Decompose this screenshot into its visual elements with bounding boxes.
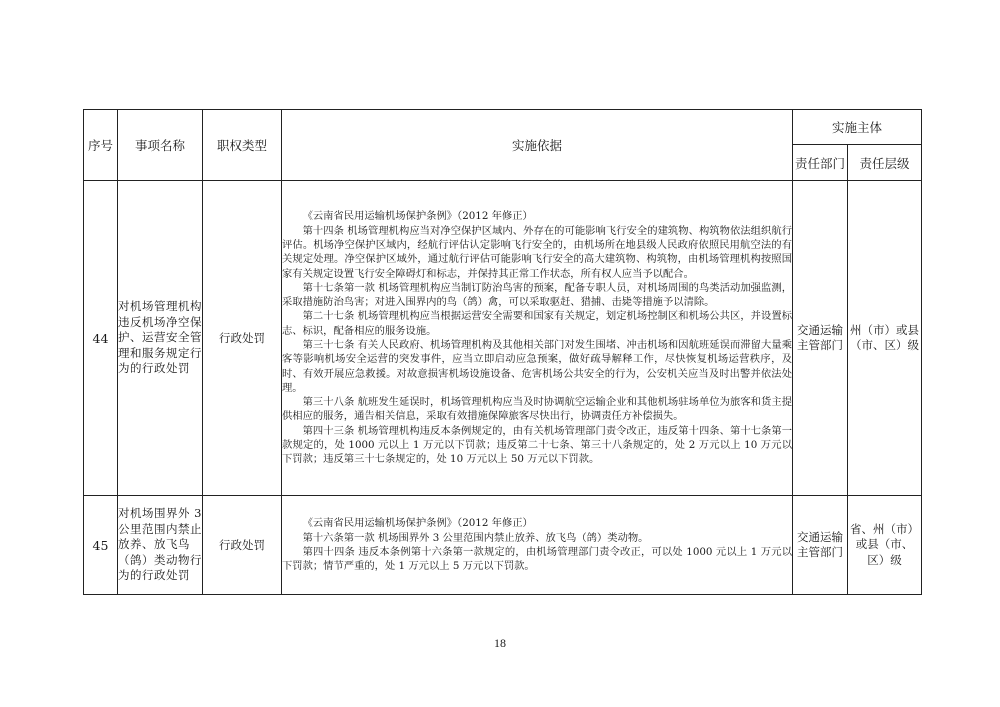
basis-paragraph: 《云南省民用运输机场保护条例》（2012 年修正） <box>302 517 533 530</box>
header-dept: 责任部门 <box>793 145 848 181</box>
basis-paragraph: 《云南省民用运输机场保护条例》（2012 年修正） <box>302 210 533 223</box>
row-seq: 44 <box>84 181 118 496</box>
basis-paragraph: 第二十七条 机场管理机构应当根据运营安全需要和国家有关规定，划定机场控制区和机场公共区，并设置标志、标识，配备相应的服务设施。 <box>282 310 792 337</box>
basis-paragraph: 第四十四条 违反本条例第十六条第一款规定的，由机场管理部门责令改正，可以处 1000 元以上 1 万元以下罚款；情节严重的，处 1 万元以上 5 万元以下罚款。 <box>282 546 792 573</box>
basis-paragraph: 第三十七条 有关人民政府、机场管理机构及其他相关部门对发生围堵、冲击机场和因航班延误而滞留大量乘客等影响机场安全运营的突发事件，应当立即启动应急预案，做好疏导解释工作，尽快恢复机场运营秩序，及时、有效开展应急救援。对故意损害机场设施设备、危害机场公共安全的行为，公安机关应当及时出警并依法处理。 <box>282 339 792 394</box>
row-level: 州（市）或县（市、区）级 <box>848 181 922 496</box>
header-item-name: 事项名称 <box>118 110 203 181</box>
basis-paragraph: 第四十三条 机场管理机构违反本条例规定的，由有关机场管理部门责令改正，违反第十四条、第十七条第一款规定的，处 1000 元以上 1 万元以下罚款；违反第二十七条、第三十八条规定的，处 2 万元以上 10 万元以下罚款；违反第三十七条规定的，处 10 万元以上 50 万元以下罚款。 <box>282 424 792 466</box>
row-seq: 45 <box>84 496 118 595</box>
row-dept: 交通运输主管部门 <box>793 496 848 595</box>
basis-paragraph: 第三十八条 航班发生延误时，机场管理机构应当及时协调航空运输企业和其他机场驻场单位为旅客和货主提供相应的服务，通告相关信息，采取有效措施保障旅客尽快出行，协调责任方补偿损失。 <box>282 396 792 423</box>
basis-paragraph: 第十六条第一款 机场围界外 3 公里范围内禁止放养、放飞鸟（鸽）类动物。 <box>302 531 649 544</box>
header-level: 责任层级 <box>848 145 922 181</box>
page-number: 18 <box>494 636 506 650</box>
row-power-type: 行政处罚 <box>203 181 282 496</box>
table-row <box>84 181 922 496</box>
row-basis <box>282 496 793 595</box>
row-power-type: 行政处罚 <box>203 496 282 595</box>
header-subject: 实施主体 <box>793 110 922 145</box>
basis-paragraph: 第十七条第一款 机场管理机构应当制订防治鸟害的预案，配备专职人员，对机场周围的鸟类活动加强监测，采取措施防治鸟害；对进入围界内的鸟（鸽）禽，可以采取驱赶、猎捕、击毙等措施予以清除。 <box>282 281 792 309</box>
row-level: 省、州（市）或县（市、区）级 <box>848 496 922 595</box>
penalty-table <box>83 109 922 595</box>
header-basis: 实施依据 <box>282 110 793 181</box>
table-row <box>84 496 922 595</box>
row-item-name: 对机场管理机构违反机场净空保护、运营安全管理和服务规定行为的行政处罚 <box>118 181 203 496</box>
basis-paragraph: 第十四条 机场管理机构应当对净空保护区域内、外存在的可能影响飞行安全的建筑物、构筑物依法组织航行评估。机场净空保护区域内，经航行评估认定影响飞行安全的，由机场所在地县级人民政府依照民用航空法的有关规定处理。净空保护区域外，通过航行评估可能影响飞行安全的高大建筑物、构筑物，由机场管理机构按照国家有关规定设置飞行安全障碍灯和标志，并保持其正常工作状态，所有权人应当予以配合。 <box>282 224 792 280</box>
header-power-type: 职权类型 <box>203 110 282 181</box>
row-dept: 交通运输主管部门 <box>793 181 848 496</box>
header-seq: 序号 <box>84 110 118 181</box>
row-basis <box>282 181 793 496</box>
row-item-name: 对机场围界外 3 公里范围内禁止放养、放飞鸟（鸽）类动物行为的行政处罚 <box>118 496 203 595</box>
